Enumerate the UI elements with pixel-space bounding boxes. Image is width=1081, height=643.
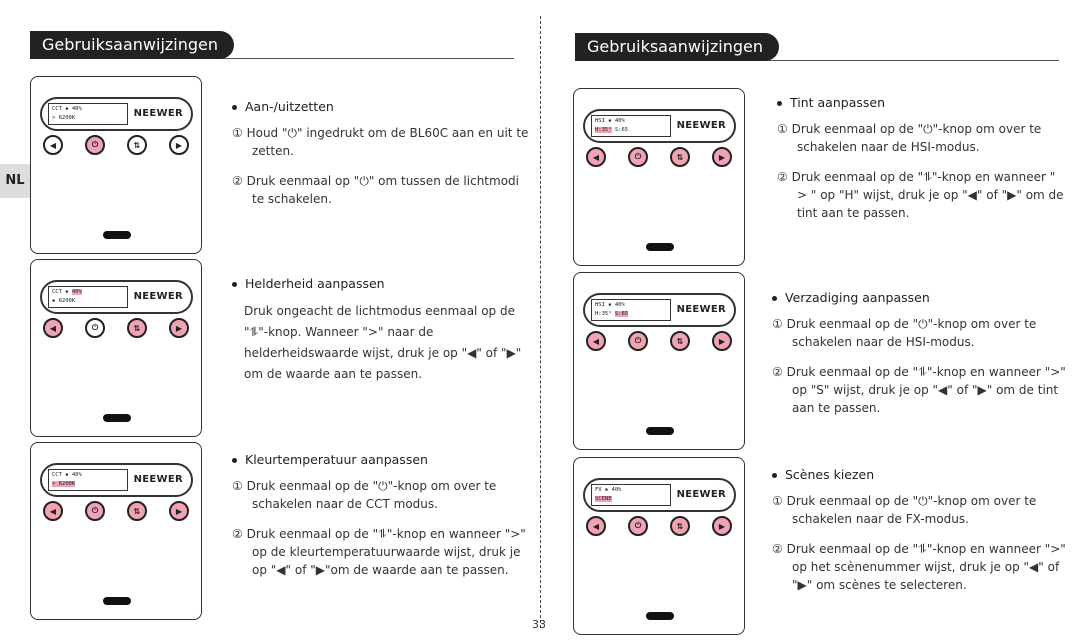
left-page	[0, 0, 540, 643]
section-hue	[777, 94, 1067, 234]
device-screen-frame	[40, 463, 193, 497]
adjust-icon: ⇅	[127, 318, 147, 338]
device-illustration-brightness	[30, 259, 202, 437]
lcd-display	[591, 299, 671, 321]
left-arrow-icon: ◀	[586, 331, 606, 351]
lcd-highlight: 40%	[71, 289, 82, 295]
adjust-icon: ⇅	[127, 501, 147, 521]
lcd-line: FX ▪ 40%	[595, 487, 622, 493]
lcd-display	[48, 103, 128, 125]
device-screen-frame	[583, 109, 736, 143]
lcd-highlight: S:65	[614, 311, 629, 317]
lcd-line: S:65	[611, 127, 629, 133]
section-title	[777, 94, 1067, 112]
device-switch	[646, 243, 674, 251]
lcd-highlight: > 6200K	[52, 481, 76, 487]
left-header	[30, 31, 234, 59]
right-arrow-icon: ▶	[169, 318, 189, 338]
device-switch	[103, 414, 131, 422]
brand-logo: NEEWER	[133, 291, 183, 302]
power-icon: ⏻	[628, 147, 648, 167]
instruction-step: ② Druk eenmaal op de "⥮"-knop en wanneer ">" op de kleurtemperatuurwaarde wijst, druk je op "◀" of "▶"om de waarde aan te passen.	[232, 527, 526, 577]
bullet-icon	[777, 101, 782, 106]
section-header-title: Gebruiksaanwijzingen	[30, 31, 234, 59]
power-icon: ⏻	[85, 501, 105, 521]
section-title-text: Scènes kiezen	[785, 467, 875, 482]
right-arrow-icon: ▶	[712, 331, 732, 351]
device-switch	[646, 427, 674, 435]
instruction-step: ① Druk eenmaal op de "⏻"-knop om over te schakelen naar de FX-modus.	[772, 494, 1037, 526]
left-arrow-icon: ◀	[43, 318, 63, 338]
bullet-icon	[232, 458, 237, 463]
power-icon: ⏻	[628, 516, 648, 536]
left-arrow-icon: ◀	[43, 501, 63, 521]
device-button-row	[39, 135, 195, 157]
section-brightness	[232, 275, 522, 385]
bullet-icon	[772, 473, 777, 478]
left-arrow-icon: ◀	[586, 516, 606, 536]
device-switch	[646, 612, 674, 620]
section-power	[232, 98, 532, 220]
section-color-temperature	[232, 451, 527, 591]
right-header	[575, 33, 779, 61]
section-title	[772, 466, 1072, 484]
instruction-step: ① Druk eenmaal op de "⏻"-knop om over te schakelen naar de HSI-modus.	[772, 317, 1037, 349]
language-tab: NL	[0, 164, 30, 198]
device-button-row	[39, 318, 195, 340]
section-title	[232, 451, 527, 469]
instruction-step: ② Druk eenmaal op "⏻" om tussen de lichtmodi te schakelen.	[232, 174, 519, 206]
device-screen-frame	[583, 478, 736, 512]
lcd-line: CCT ▪	[52, 289, 72, 295]
section-title-text: Verzadiging aanpassen	[785, 290, 930, 305]
device-screen-frame	[583, 293, 736, 327]
device-switch	[103, 231, 131, 239]
adjust-icon: ⇅	[670, 331, 690, 351]
page-divider	[540, 16, 541, 628]
power-icon: ⏻	[85, 318, 105, 338]
left-arrow-icon: ◀	[43, 135, 63, 155]
instruction-step: ① Druk eenmaal op de "⏻"-knop om over te schakelen naar de HSI-modus.	[777, 122, 1042, 154]
device-illustration-hue	[573, 88, 745, 266]
lcd-display	[48, 286, 128, 308]
bullet-icon	[232, 105, 237, 110]
section-title	[232, 98, 532, 116]
section-title-text: Kleurtemperatuur aanpassen	[245, 452, 428, 467]
brand-logo: NEEWER	[676, 120, 726, 131]
power-icon: ⏻	[628, 331, 648, 351]
lcd-line: CCT ▪ 40%	[52, 106, 82, 112]
power-icon: ⏻	[85, 135, 105, 155]
lcd-line: > 6200K	[52, 115, 76, 121]
lcd-line: CCT ▪ 40%	[52, 472, 82, 478]
lcd-display	[48, 469, 128, 491]
brand-logo: NEEWER	[676, 304, 726, 315]
instruction-step: ② Druk eenmaal op de "⥮"-knop en wanneer ">" op het scènenummer wijst, druk je op "◀" of "▶" om scènes te selecteren.	[772, 542, 1066, 592]
device-illustration-scenes	[573, 457, 745, 635]
right-page	[542, 0, 1081, 643]
right-arrow-icon: ▶	[712, 147, 732, 167]
adjust-icon: ⇅	[127, 135, 147, 155]
device-button-row	[582, 147, 738, 169]
page-number: 33	[532, 618, 546, 631]
right-arrow-icon: ▶	[712, 516, 732, 536]
bullet-icon	[772, 296, 777, 301]
section-saturation	[772, 289, 1072, 429]
section-title-text: Aan-/uitzetten	[245, 99, 334, 114]
section-title-text: Helderheid aanpassen	[245, 276, 385, 291]
lcd-line: HSI ▪ 40%	[595, 118, 625, 124]
device-illustration-cct	[30, 442, 202, 620]
instruction-step: ① Druk eenmaal op de "⏻"-knop om over te schakelen naar de CCT modus.	[232, 479, 497, 511]
adjust-icon: ⇅	[670, 147, 690, 167]
lcd-display	[591, 115, 671, 137]
device-switch	[103, 597, 131, 605]
lcd-line: ▪ 6200K	[52, 298, 76, 304]
adjust-icon: ⇅	[670, 516, 690, 536]
section-header-title: Gebruiksaanwijzingen	[575, 33, 779, 61]
section-title	[772, 289, 1072, 307]
section-scenes	[772, 466, 1072, 606]
section-title-text: Tint aanpassen	[790, 95, 885, 110]
instruction-step: ① Houd "⏻" ingedrukt om de BL60C aan en uit te zetten.	[232, 126, 529, 158]
lcd-line: H:35°	[595, 311, 615, 317]
right-arrow-icon: ▶	[169, 501, 189, 521]
brand-logo: NEEWER	[133, 474, 183, 485]
device-illustration-power	[30, 76, 202, 254]
device-button-row	[39, 501, 195, 523]
device-screen-frame	[40, 97, 193, 131]
lcd-highlight: SCENE	[595, 496, 612, 502]
lcd-line: HSI ▪ 40%	[595, 302, 625, 308]
brand-logo: NEEWER	[133, 108, 183, 119]
lcd-display	[591, 484, 671, 506]
device-screen-frame	[40, 280, 193, 314]
left-arrow-icon: ◀	[586, 147, 606, 167]
device-button-row	[582, 516, 738, 538]
instruction-paragraph: Druk ongeacht de lichtmodus eenmaal op de "⥮"-knop. Wanneer ">" naar de helderheidswaarde wijst, druk je op "◀" of "▶" om de waarde aan te passen.	[244, 304, 522, 381]
device-illustration-saturation	[573, 272, 745, 450]
section-title	[232, 275, 522, 293]
device-button-row	[582, 331, 738, 353]
instruction-step: ② Druk eenmaal op de "⥮"-knop en wanneer ">" op "S" wijst, druk je op "◀" of "▶" om de tint aan te passen.	[772, 365, 1066, 415]
brand-logo: NEEWER	[676, 489, 726, 500]
lcd-highlight: H:35°	[595, 127, 612, 133]
instruction-step: ② Druk eenmaal op de "⥮"-knop en wanneer " > " op "H" wijst, druk je op "◀" of "▶" om de tint aan te passen.	[777, 170, 1064, 220]
bullet-icon	[232, 282, 237, 287]
right-arrow-icon: ▶	[169, 135, 189, 155]
